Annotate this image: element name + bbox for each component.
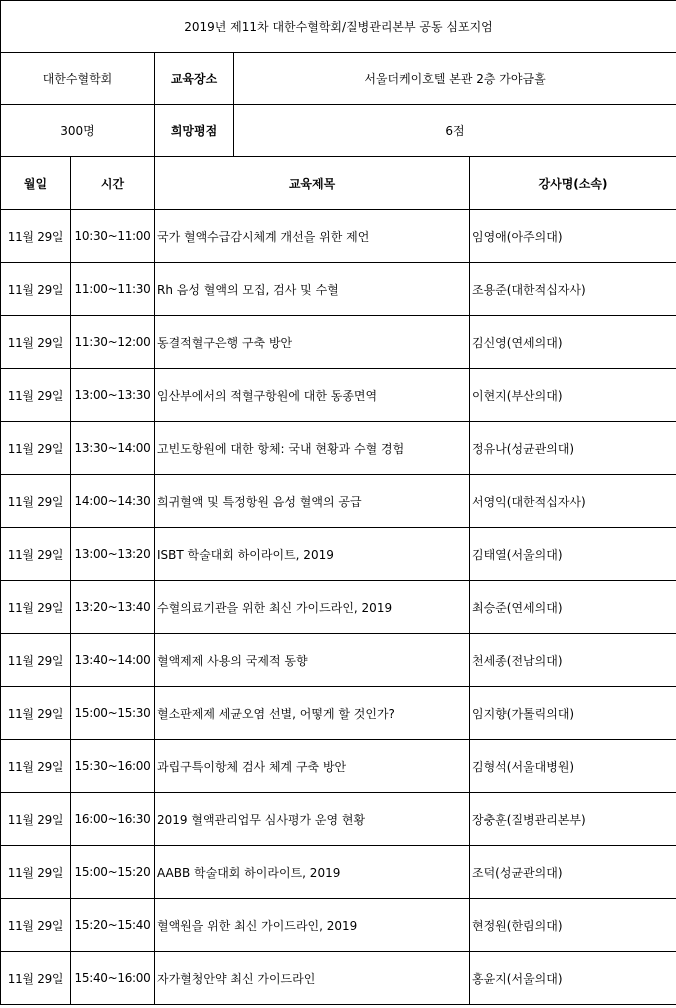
venue-row bbox=[1, 53, 676, 105]
session-time: 15:30~16:00 bbox=[71, 740, 155, 793]
session-speaker: 조덕(성균관의대) bbox=[470, 846, 676, 899]
venue-value: 서울더케이호텔 본관 2층 가야금홀 bbox=[234, 53, 676, 105]
table-row bbox=[1, 210, 676, 263]
session-speaker: 천세종(전남의대) bbox=[470, 634, 676, 687]
session-time: 13:00~13:20 bbox=[71, 528, 155, 581]
table-row bbox=[1, 793, 676, 846]
session-time: 13:30~14:00 bbox=[71, 422, 155, 475]
session-speaker: 서영익(대한적십자사) bbox=[470, 475, 676, 528]
session-date: 11월 29일 bbox=[1, 528, 71, 581]
session-speaker: 임영애(아주의대) bbox=[470, 210, 676, 263]
session-date: 11월 29일 bbox=[1, 475, 71, 528]
session-time: 14:00~14:30 bbox=[71, 475, 155, 528]
column-header-row bbox=[1, 157, 676, 210]
table-row bbox=[1, 581, 676, 634]
points-label: 희망평점 bbox=[155, 105, 234, 157]
session-speaker: 김형석(서울대병원) bbox=[470, 740, 676, 793]
session-title: 혈액제제 사용의 국제적 동향 bbox=[155, 634, 470, 687]
table-row bbox=[1, 422, 676, 475]
title-row bbox=[1, 1, 676, 53]
table-row bbox=[1, 952, 676, 1005]
session-time: 11:00~11:30 bbox=[71, 263, 155, 316]
session-speaker: 김태열(서울의대) bbox=[470, 528, 676, 581]
session-date: 11월 29일 bbox=[1, 263, 71, 316]
session-speaker: 홍윤지(서울의대) bbox=[470, 952, 676, 1005]
table-row bbox=[1, 687, 676, 740]
session-speaker: 현정원(한림의대) bbox=[470, 899, 676, 952]
session-time: 16:00~16:30 bbox=[71, 793, 155, 846]
session-date: 11월 29일 bbox=[1, 634, 71, 687]
session-date: 11월 29일 bbox=[1, 740, 71, 793]
table-row bbox=[1, 475, 676, 528]
table-row bbox=[1, 899, 676, 952]
session-speaker: 최승준(연세의대) bbox=[470, 581, 676, 634]
session-speaker: 임지향(가톨릭의대) bbox=[470, 687, 676, 740]
session-title: 혈액원을 위한 최신 가이드라인, 2019 bbox=[155, 899, 470, 952]
session-time: 15:00~15:30 bbox=[71, 687, 155, 740]
session-time: 13:00~13:30 bbox=[71, 369, 155, 422]
session-title: 국가 혈액수급감시체계 개선을 위한 제언 bbox=[155, 210, 470, 263]
organizer: 대한수혈학회 bbox=[1, 53, 155, 105]
table-row bbox=[1, 263, 676, 316]
table-row bbox=[1, 369, 676, 422]
capacity-row bbox=[1, 105, 676, 157]
session-title: 과립구특이항체 검사 체계 구축 방안 bbox=[155, 740, 470, 793]
session-date: 11월 29일 bbox=[1, 846, 71, 899]
session-title: AABB 학술대회 하이라이트, 2019 bbox=[155, 846, 470, 899]
session-time: 10:30~11:00 bbox=[71, 210, 155, 263]
session-speaker: 김신영(연세의대) bbox=[470, 316, 676, 369]
session-date: 11월 29일 bbox=[1, 316, 71, 369]
column-header-title: 교육제목 bbox=[155, 157, 470, 210]
session-title: 자가혈청안약 최신 가이드라인 bbox=[155, 952, 470, 1005]
session-time: 15:00~15:20 bbox=[71, 846, 155, 899]
session-time: 13:20~13:40 bbox=[71, 581, 155, 634]
table-row bbox=[1, 634, 676, 687]
table-row bbox=[1, 846, 676, 899]
column-header-date: 월일 bbox=[1, 157, 71, 210]
page-title: 2019년 제11차 대한수혈학회/질병관리본부 공동 심포지엄 bbox=[1, 1, 676, 53]
session-date: 11월 29일 bbox=[1, 422, 71, 475]
session-title: 고빈도항원에 대한 항체: 국내 현황과 수혈 경험 bbox=[155, 422, 470, 475]
session-date: 11월 29일 bbox=[1, 952, 71, 1005]
session-title: 2019 혈액관리업무 심사평가 운영 현황 bbox=[155, 793, 470, 846]
session-date: 11월 29일 bbox=[1, 793, 71, 846]
session-title: 임산부에서의 적혈구항원에 대한 동종면역 bbox=[155, 369, 470, 422]
session-date: 11월 29일 bbox=[1, 687, 71, 740]
session-speaker: 이현지(부산의대) bbox=[470, 369, 676, 422]
session-time: 15:40~16:00 bbox=[71, 952, 155, 1005]
session-speaker: 정유나(성균관의대) bbox=[470, 422, 676, 475]
table-row bbox=[1, 528, 676, 581]
session-date: 11월 29일 bbox=[1, 369, 71, 422]
column-header-time: 시간 bbox=[71, 157, 155, 210]
session-title: Rh 음성 혈액의 모집, 검사 및 수혈 bbox=[155, 263, 470, 316]
session-title: 수혈의료기관을 위한 최신 가이드라인, 2019 bbox=[155, 581, 470, 634]
column-header-speaker: 강사명(소속) bbox=[470, 157, 676, 210]
session-title: ISBT 학술대회 하이라이트, 2019 bbox=[155, 528, 470, 581]
session-time: 11:30~12:00 bbox=[71, 316, 155, 369]
session-time: 15:20~15:40 bbox=[71, 899, 155, 952]
session-speaker: 장충훈(질병관리본부) bbox=[470, 793, 676, 846]
capacity: 300명 bbox=[1, 105, 155, 157]
session-title: 희귀혈액 및 특정항원 음성 혈액의 공급 bbox=[155, 475, 470, 528]
session-date: 11월 29일 bbox=[1, 210, 71, 263]
points-value: 6점 bbox=[234, 105, 676, 157]
session-date: 11월 29일 bbox=[1, 581, 71, 634]
table-row bbox=[1, 316, 676, 369]
session-speaker: 조용준(대한적십자사) bbox=[470, 263, 676, 316]
session-title: 동결적혈구은행 구축 방안 bbox=[155, 316, 470, 369]
venue-label: 교육장소 bbox=[155, 53, 234, 105]
session-time: 13:40~14:00 bbox=[71, 634, 155, 687]
session-title: 혈소판제제 세균오염 선별, 어떻게 할 것인가? bbox=[155, 687, 470, 740]
session-date: 11월 29일 bbox=[1, 899, 71, 952]
table-row bbox=[1, 740, 676, 793]
